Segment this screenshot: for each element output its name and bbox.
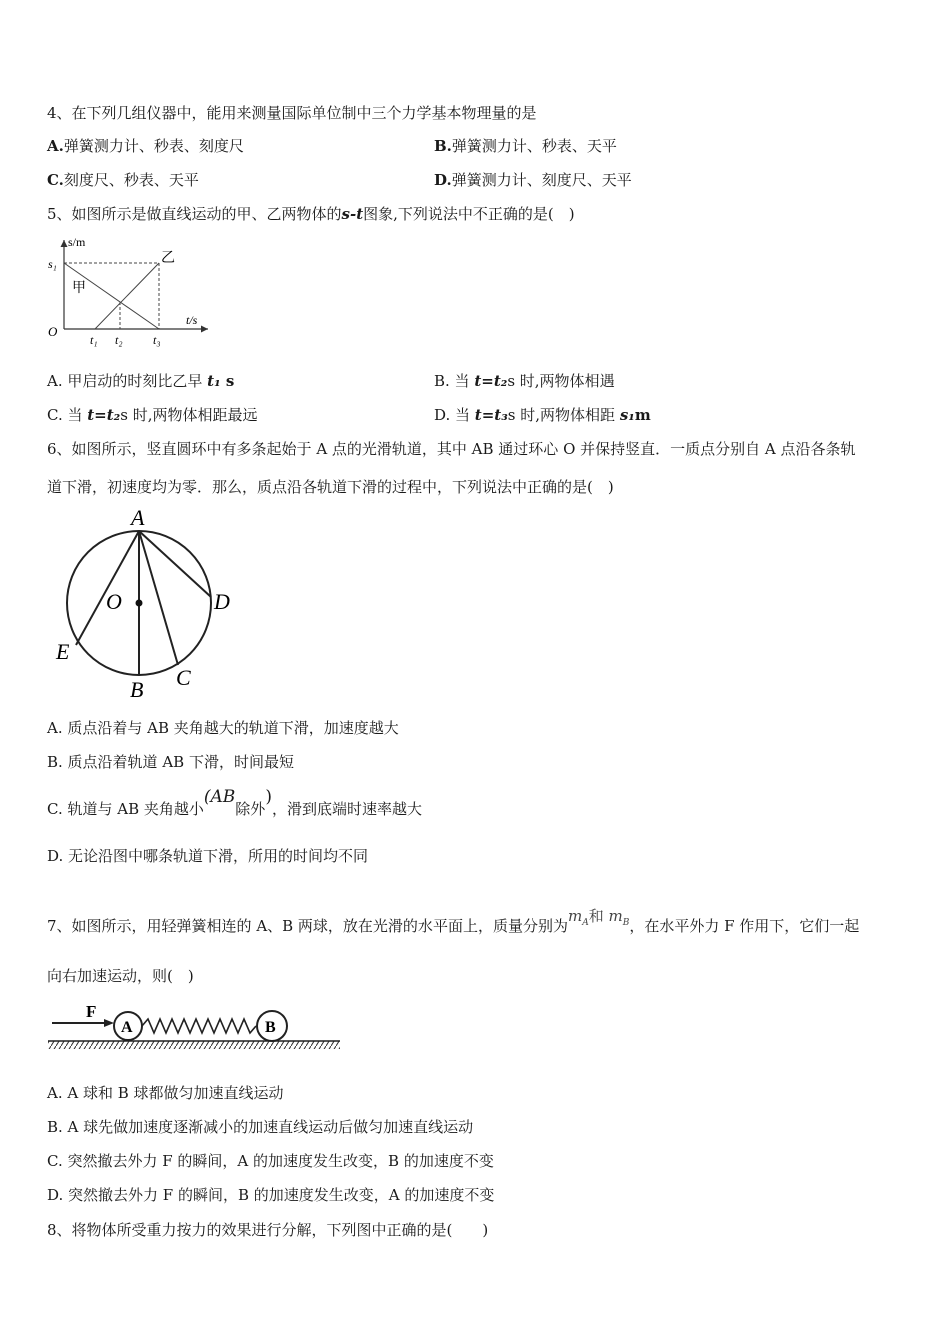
graph-s1: s₁ (48, 257, 57, 271)
circle-figure (48, 505, 248, 705)
q7-option-b: B. A 球先做加速度逐渐减小的加速直线运动后做匀加速直线运动 (47, 1118, 474, 1136)
graph-t2: t₂ (115, 333, 123, 347)
fig-label-b: B (130, 677, 144, 702)
fig-label-d: D (214, 589, 230, 614)
st-graph (40, 232, 220, 350)
q5-option-d: D. 当 t=t₃s 时,两物体相距 s₁m (434, 406, 651, 424)
q4-option-b: B.弹簧测力计、秒表、天平 (434, 137, 617, 155)
jia-line (64, 263, 159, 329)
q6-option-c: C. 轨道与 AB 夹角越小(AB除外)，滑到底端时速率越大 (47, 787, 422, 818)
graph-xlabel: t/s (186, 313, 198, 327)
graph-t3: t₃ (153, 333, 161, 347)
q5-option-a: A. 甲启动的时刻比乙早 t₁ s (47, 372, 235, 390)
force-label: F (86, 1002, 97, 1021)
yi-line (95, 263, 159, 329)
graph-ylabel: s/m (68, 235, 86, 249)
q4-option-d: D.弹簧测力计、刻度尺、天平 (434, 171, 632, 189)
q6-option-b: B. 质点沿着轨道 AB 下滑，时间最短 (47, 753, 294, 771)
graph-origin: O (48, 324, 58, 339)
fig-label-a: A (131, 505, 145, 530)
q5-option-b: B. 当 t=t₂s 时,两物体相遇 (434, 372, 615, 390)
q5-stem: 5、如图所示是做直线运动的甲、乙两物体的s-t图象,下列说法中不正确的是( ) (47, 205, 575, 223)
ball-a-label: A (121, 1019, 133, 1036)
q7-stem-line1: 7、如图所示，用轻弹簧相连的 A、B 两球，放在光滑的水平面上，质量分别为$m^A$和 $m^B$，在水平外力 F 作用下，它们一起 (47, 907, 860, 935)
q4-option-c: C.刻度尺、秒表、天平 (47, 171, 199, 189)
q8-stem: 8、将物体所受重力按力的效果进行分解，下列图中正确的是( ) (47, 1221, 489, 1239)
q4-stem: 4、在下列几组仪器中，能用来测量国际单位制中三个力学基本物理量的是 (47, 104, 537, 122)
ball-b-label: B (265, 1019, 276, 1036)
fig-label-o: O (106, 589, 122, 614)
q6-option-d: D. 无论沿图中哪条轨道下滑，所用的时间均不同 (47, 847, 369, 865)
q7-option-d: D. 突然撤去外力 F 的瞬间，B 的加速度发生改变，A 的加速度不变 (47, 1186, 495, 1204)
q5-option-c: C. 当 t=t₂s 时,两物体相距最远 (47, 406, 258, 424)
q7-stem-line2: 向右加速运动，则( ) (47, 967, 194, 985)
graph-jia: 甲 (72, 281, 86, 296)
graph-yi: 乙 (161, 251, 175, 266)
q6-stem-line1: 6、如图所示，竖直圆环中有多条起始于 A 点的光滑轨道，其中 AB 通过环心 O 并保持竖直．一质点分别自 A 点沿各条轨 (47, 440, 856, 458)
fig-label-e: E (56, 639, 70, 664)
q7-option-a: A. A 球和 B 球都做匀加速直线运动 (47, 1084, 284, 1102)
q7-option-c: C. 突然撤去外力 F 的瞬间，A 的加速度发生改变，B 的加速度不变 (47, 1152, 494, 1170)
q6-stem-line2: 道下滑，初速度均为零．那么，质点沿各轨道下滑的过程中，下列说法中正确的是( ) (47, 478, 614, 496)
spring-figure (46, 998, 342, 1054)
graph-t1: t₁ (90, 333, 98, 347)
q6-option-a: A. 质点沿着与 AB 夹角越大的轨道下滑，加速度越大 (47, 719, 399, 737)
q4-option-a: A.弹簧测力计、秒表、刻度尺 (47, 137, 244, 155)
fig-label-c: C (176, 665, 191, 690)
